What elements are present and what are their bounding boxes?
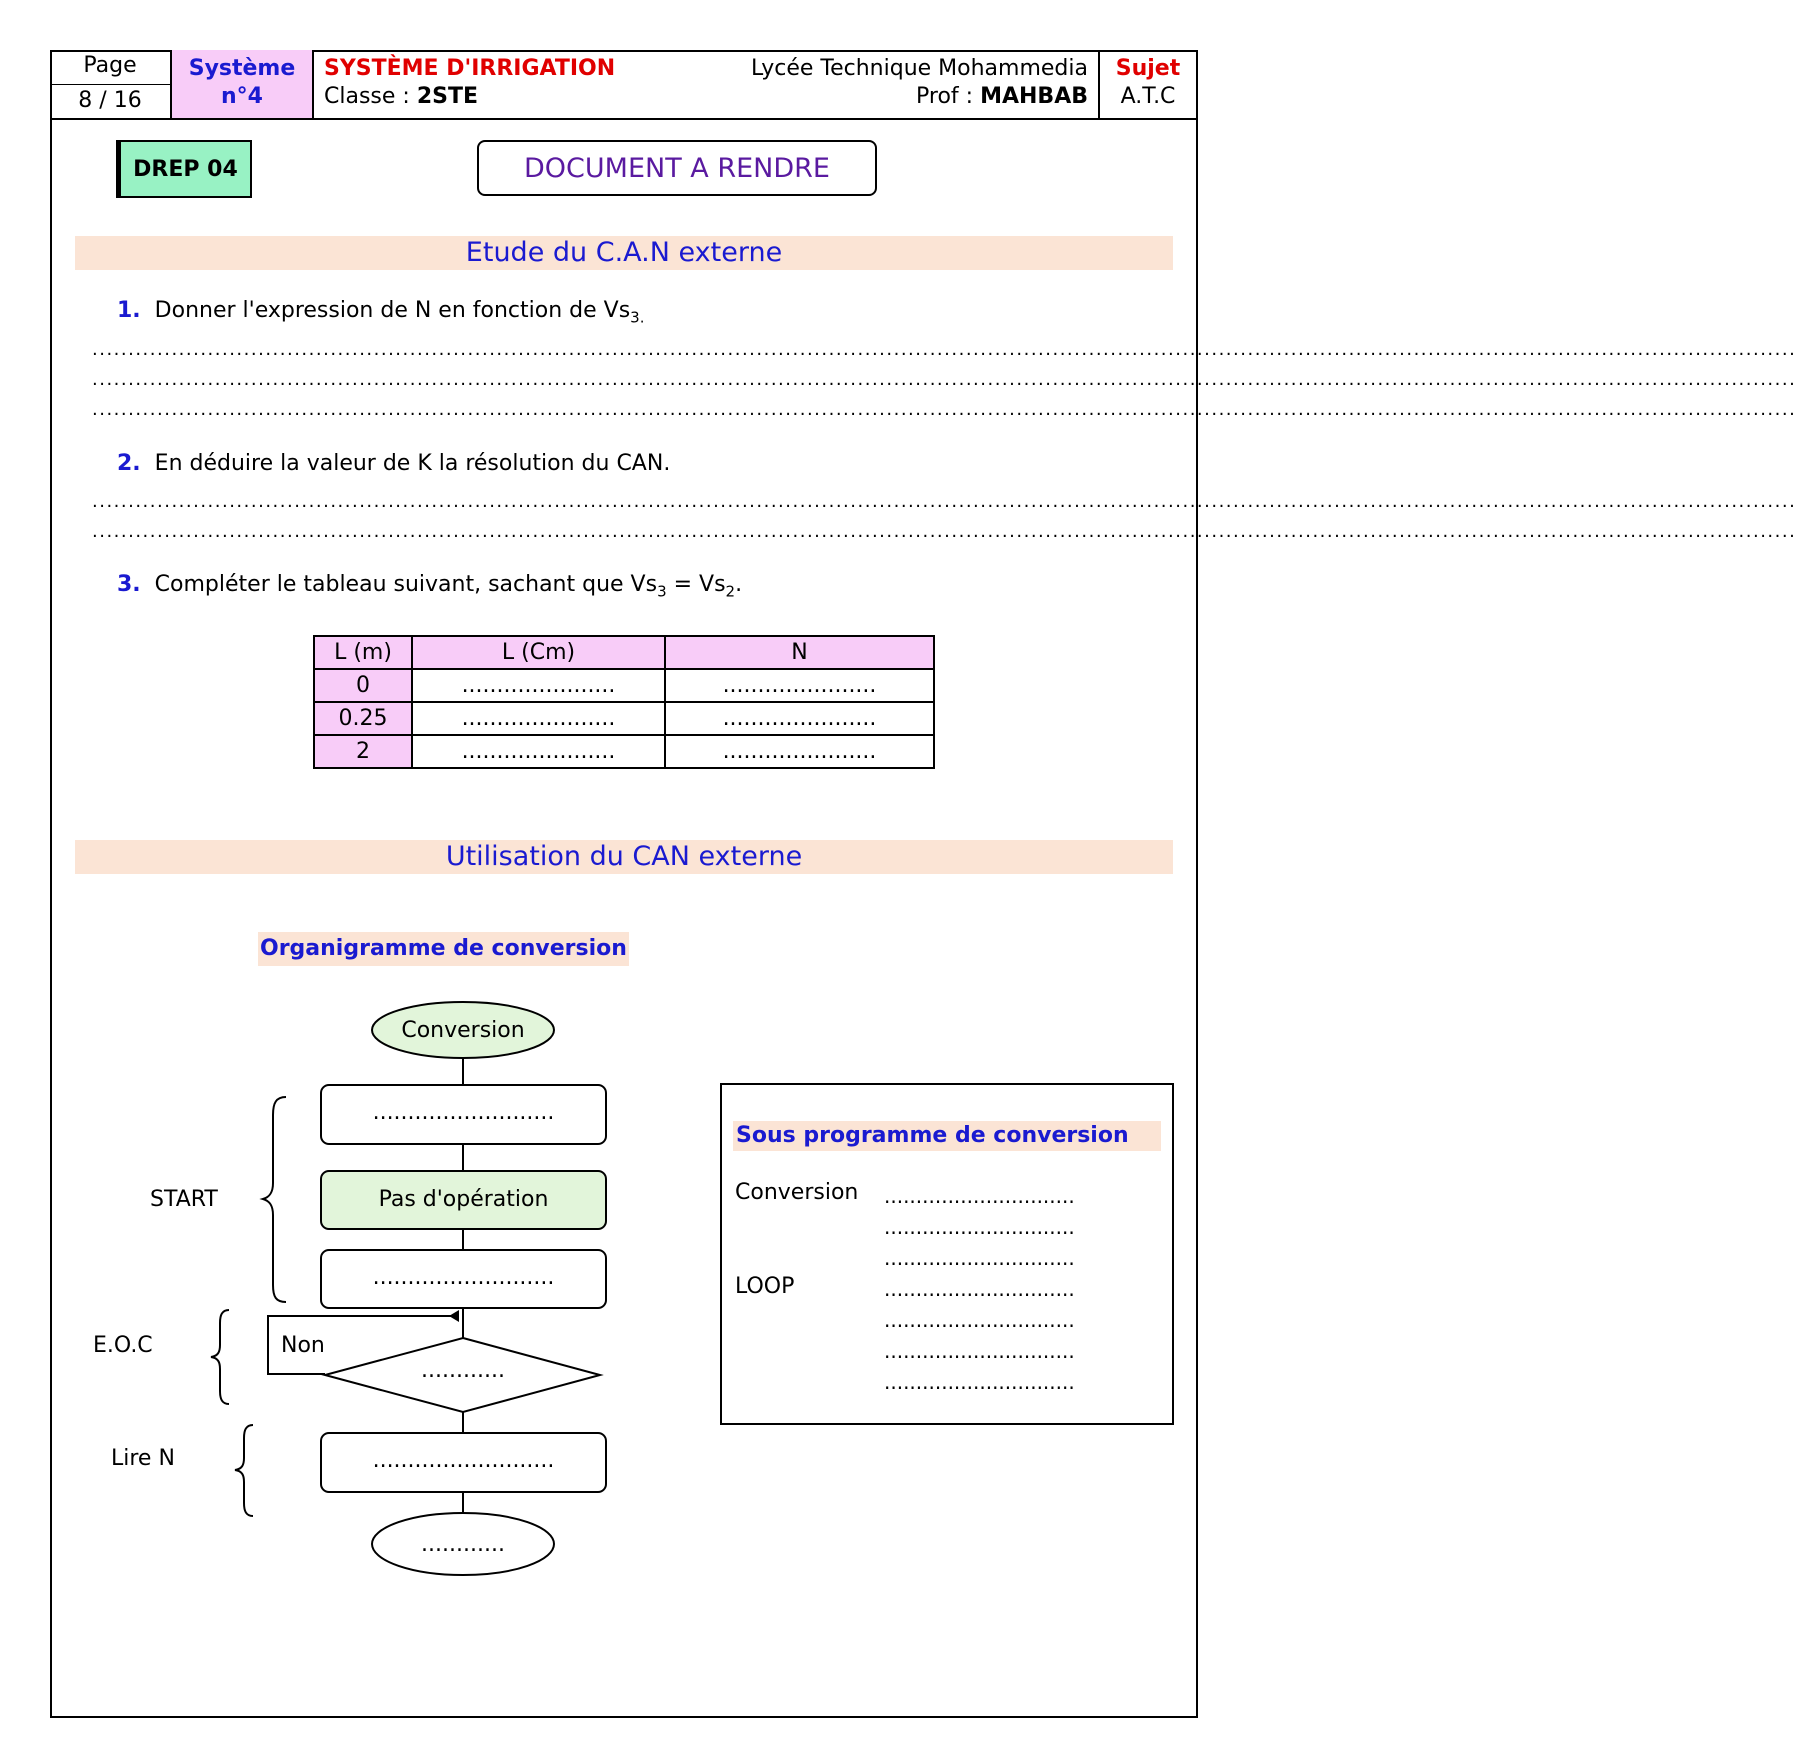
page-number: 8 / 16 bbox=[78, 88, 142, 113]
column-header: L (Cm) bbox=[412, 636, 665, 669]
start-oval-label: Conversion bbox=[401, 1018, 525, 1043]
drep-badge: DREP 04 bbox=[116, 140, 252, 198]
non-label: Non bbox=[281, 1333, 325, 1358]
subprogram-line[interactable]: .............................. bbox=[884, 1370, 1075, 1394]
cell-n[interactable]: ...................... bbox=[665, 669, 934, 702]
project-title: SYSTÈME D'IRRIGATION bbox=[324, 56, 616, 81]
subprogram-label-loop: LOOP bbox=[735, 1274, 795, 1299]
answer-line[interactable]: ............................................................................................................................................................................................................................................ bbox=[92, 491, 1796, 512]
cell-l-m: 2 bbox=[314, 735, 412, 768]
question-number: 1. bbox=[117, 298, 141, 323]
class-label: Classe : bbox=[324, 84, 410, 109]
arrow-head bbox=[449, 1310, 459, 1322]
question-text: Compléter le tableau suivant, sachant que Vs bbox=[154, 572, 658, 597]
brace-label-eoc: E.O.C bbox=[93, 1333, 153, 1358]
cell-l-cm[interactable]: ...................... bbox=[412, 702, 665, 735]
question-text: Donner l'expression de N en fonction de Vs bbox=[154, 298, 631, 323]
answer-line[interactable]: ............................................................................................................................................................................................................................................ bbox=[92, 521, 1796, 542]
question-text: . bbox=[735, 572, 743, 597]
cell-l-cm[interactable]: ...................... bbox=[412, 735, 665, 768]
prof-value: MAHBAB bbox=[980, 84, 1088, 109]
cell-l-cm[interactable]: ...................... bbox=[412, 669, 665, 702]
subprogram-line[interactable]: .............................. bbox=[884, 1184, 1075, 1208]
answer-line[interactable]: ............................................................................................................................................................................................................................................ bbox=[92, 369, 1796, 390]
decision-text[interactable]: ............ bbox=[421, 1358, 505, 1383]
question-text: = Vs bbox=[666, 572, 726, 597]
question-subscript: 3. bbox=[630, 308, 645, 327]
cell-l-m: 0.25 bbox=[314, 702, 412, 735]
prof-label: Prof : bbox=[916, 84, 974, 109]
cell-n[interactable]: ...................... bbox=[665, 735, 934, 768]
question-subscript: 2 bbox=[725, 582, 736, 601]
subprogram-title bbox=[733, 1121, 1161, 1151]
subprogram-line[interactable]: .............................. bbox=[884, 1246, 1075, 1270]
answer-line[interactable]: ............................................................................................................................................................................................................................................ bbox=[92, 339, 1796, 360]
question-number: 3. bbox=[117, 572, 141, 597]
document-title: DOCUMENT A RENDRE bbox=[477, 140, 877, 196]
class-value: 2STE bbox=[416, 84, 479, 109]
question-number: 2. bbox=[117, 451, 141, 476]
brace-lire bbox=[235, 1425, 253, 1516]
question-text: En déduire la valeur de K la résolution du CAN. bbox=[154, 451, 671, 476]
subprogram-line[interactable]: .............................. bbox=[884, 1277, 1075, 1301]
page-label: Page bbox=[83, 53, 137, 78]
section-title-can-study: Etude du C.A.N externe bbox=[75, 236, 1173, 270]
section-title-can-usage: Utilisation du CAN externe bbox=[75, 840, 1173, 874]
column-header: N bbox=[665, 636, 934, 669]
flowchart-title: Organigramme de conversion bbox=[258, 932, 629, 966]
process-box-3-text[interactable]: .......................... bbox=[372, 1265, 555, 1290]
subprogram-line[interactable]: .............................. bbox=[884, 1215, 1075, 1239]
column-header: L (m) bbox=[314, 636, 412, 669]
subject-label: Sujet bbox=[1115, 56, 1181, 81]
cell-n[interactable]: ...................... bbox=[665, 702, 934, 735]
system-number: n°4 bbox=[221, 84, 263, 109]
subprogram-title-text: Sous programme de conversion bbox=[736, 1123, 1129, 1148]
process-box-4-text[interactable]: .......................... bbox=[372, 1448, 555, 1473]
process-box-1-text[interactable]: .......................... bbox=[372, 1100, 555, 1125]
answer-line[interactable]: ............................................................................................................................................................................................................................................ bbox=[92, 399, 1796, 420]
school-name: Lycée Technique Mohammedia bbox=[750, 56, 1088, 81]
end-oval-text[interactable]: ............ bbox=[421, 1532, 505, 1557]
system-label: Système bbox=[188, 56, 296, 81]
process-box-2-text: Pas d'opération bbox=[378, 1187, 549, 1212]
question-subscript: 3 bbox=[657, 582, 667, 601]
brace-start bbox=[263, 1097, 286, 1302]
subprogram-line[interactable]: .............................. bbox=[884, 1339, 1075, 1363]
subprogram-line[interactable]: .............................. bbox=[884, 1308, 1075, 1332]
brace-eoc bbox=[211, 1310, 229, 1404]
brace-label-start: START bbox=[150, 1187, 218, 1212]
brace-label-lire: Lire N bbox=[111, 1446, 175, 1471]
subprogram-label-conversion: Conversion bbox=[735, 1180, 859, 1205]
cell-l-m: 0 bbox=[314, 669, 412, 702]
subject-value: A.T.C bbox=[1120, 84, 1176, 109]
